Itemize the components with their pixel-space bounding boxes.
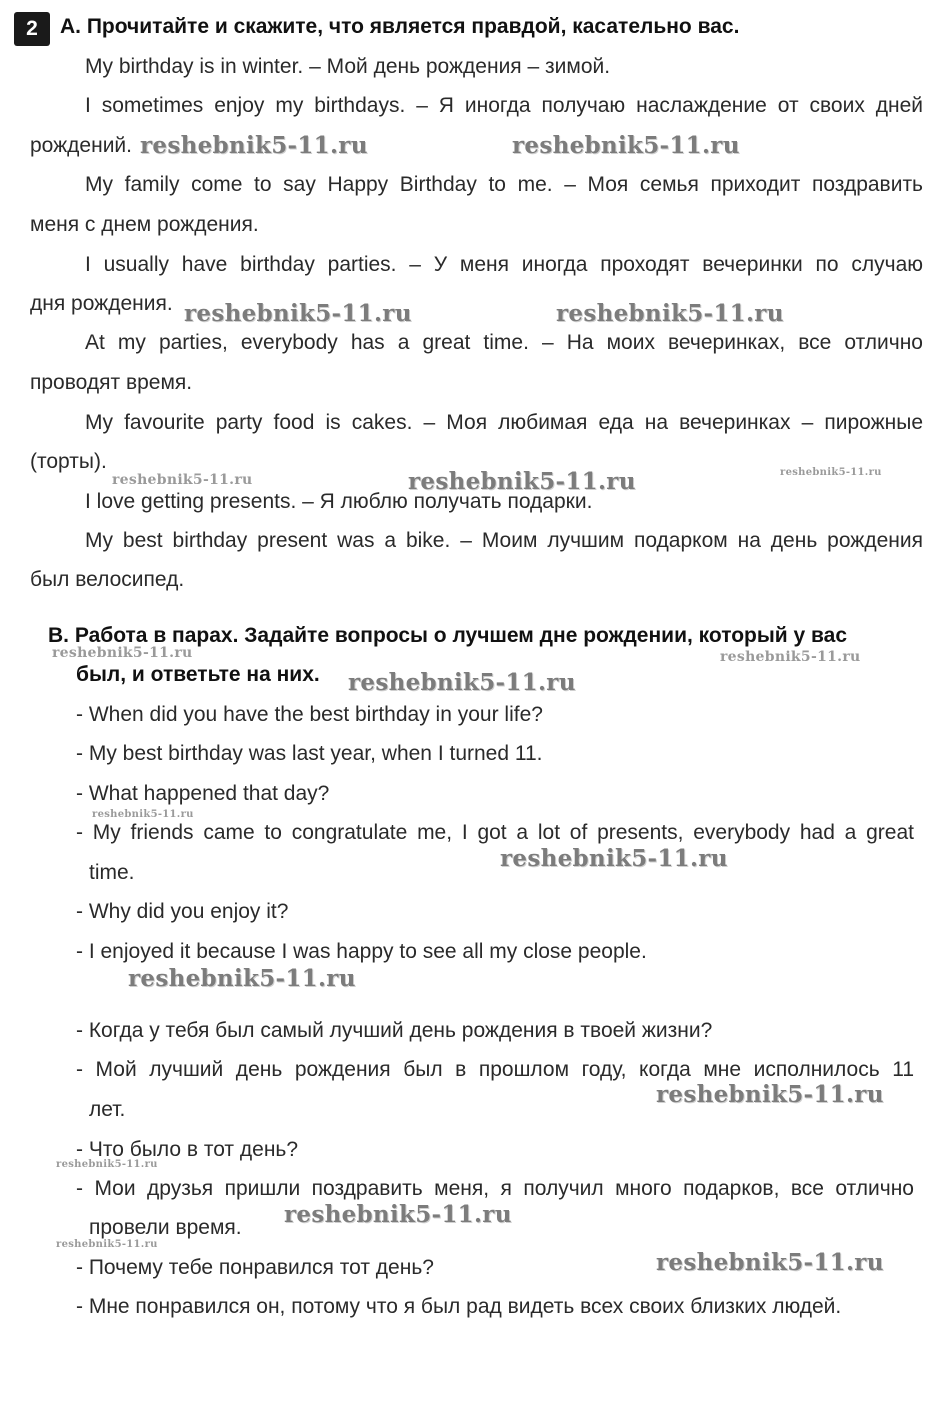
watermark: reshebnik5-11.ru bbox=[556, 300, 784, 327]
part-a-line: проводят время. bbox=[30, 371, 193, 394]
part-a-line: рождений. bbox=[30, 134, 132, 157]
part-a-line: My birthday is in winter. – Мой день рождения – зимой. bbox=[85, 55, 611, 78]
watermark: reshebnik5-11.ru bbox=[720, 649, 861, 665]
part-b-heading: B. Работа в парах. Задайте вопросы о лучшем дне рождении, который у вас bbox=[48, 624, 848, 647]
dialogue-line: - What happened that day? bbox=[76, 782, 330, 805]
watermark: reshebnik5-11.ru bbox=[348, 669, 576, 696]
watermark: reshebnik5-11.ru bbox=[56, 1239, 158, 1250]
part-b-heading-cont: был, и ответьте на них. bbox=[76, 663, 320, 686]
dialogue-line: - My friends came to congratulate me, I got a lot of presents, everybody had a great bbox=[76, 821, 914, 844]
part-a-heading: A. Прочитайте и скажите, что является правдой, касательно вас. bbox=[60, 15, 740, 38]
watermark: reshebnik5-11.ru bbox=[500, 845, 728, 872]
part-a-line: My family come to say Happy Birthday to me. – Моя семья приходит поздравить bbox=[85, 173, 923, 196]
part-a-line: I love getting presents. – Я люблю получать подарки. bbox=[85, 490, 593, 513]
dialogue-line: - I enjoyed it because I was happy to see all my close people. bbox=[76, 940, 647, 963]
part-a-line: At my parties, everybody has a great time. – На моих вечеринках, все отлично bbox=[85, 331, 923, 354]
exercise-number: 2 bbox=[14, 12, 50, 46]
watermark: reshebnik5-11.ru bbox=[128, 965, 356, 992]
dialogue-line: - Мой лучший день рождения был в прошлом году, когда мне исполнилось 11 bbox=[76, 1058, 914, 1081]
watermark: reshebnik5-11.ru bbox=[184, 300, 412, 327]
watermark: reshebnik5-11.ru bbox=[52, 645, 193, 661]
watermark: reshebnik5-11.ru bbox=[656, 1249, 884, 1276]
dialogue-line: - Мне понравился он, потому что я был рад видеть всех своих близких людей. bbox=[76, 1295, 842, 1318]
watermark: reshebnik5-11.ru bbox=[656, 1081, 884, 1108]
dialogue-line: time. bbox=[89, 861, 135, 884]
part-a-line: My best birthday present was a bike. – Моим лучшим подарком на день рождения bbox=[85, 529, 923, 552]
part-a-line: (торты). bbox=[30, 450, 107, 473]
dialogue-line: - Когда у тебя был самый лучший день рождения в твоей жизни? bbox=[76, 1019, 713, 1042]
dialogue-line: провели время. bbox=[89, 1216, 242, 1239]
part-a-line: был велосипед. bbox=[30, 568, 185, 591]
dialogue-line: - When did you have the best birthday in your life? bbox=[76, 703, 543, 726]
part-a-line: My favourite party food is cakes. – Моя любимая еда на вечеринках – пирожные bbox=[85, 411, 923, 434]
watermark: reshebnik5-11.ru bbox=[92, 809, 194, 820]
dialogue-line: - My best birthday was last year, when I turned 11. bbox=[76, 742, 543, 765]
dialogue-line: - Почему тебе понравился тот день? bbox=[76, 1256, 434, 1279]
part-a-line: дня рождения. bbox=[30, 292, 173, 315]
watermark: reshebnik5-11.ru bbox=[112, 472, 253, 488]
watermark: reshebnik5-11.ru bbox=[140, 132, 368, 159]
dialogue-line: - Why did you enjoy it? bbox=[76, 900, 289, 923]
part-a-line: I usually have birthday parties. – У меня иногда проходят вечеринки по случаю bbox=[85, 253, 923, 276]
watermark: reshebnik5-11.ru bbox=[512, 132, 740, 159]
dialogue-line: - Мои друзья пришли поздравить меня, я получил много подарков, все отлично bbox=[76, 1177, 914, 1200]
part-a-line: I sometimes enjoy my birthdays. – Я иногда получаю наслаждение от своих дней bbox=[85, 94, 923, 117]
watermark: reshebnik5-11.ru bbox=[56, 1159, 158, 1170]
part-a-line: меня с днем рождения. bbox=[30, 213, 259, 236]
watermark: reshebnik5-11.ru bbox=[408, 468, 636, 495]
dialogue-line: лет. bbox=[89, 1098, 126, 1121]
watermark: reshebnik5-11.ru bbox=[780, 467, 882, 478]
dialogue-line: - Что было в тот день? bbox=[76, 1138, 299, 1161]
watermark: reshebnik5-11.ru bbox=[284, 1201, 512, 1228]
